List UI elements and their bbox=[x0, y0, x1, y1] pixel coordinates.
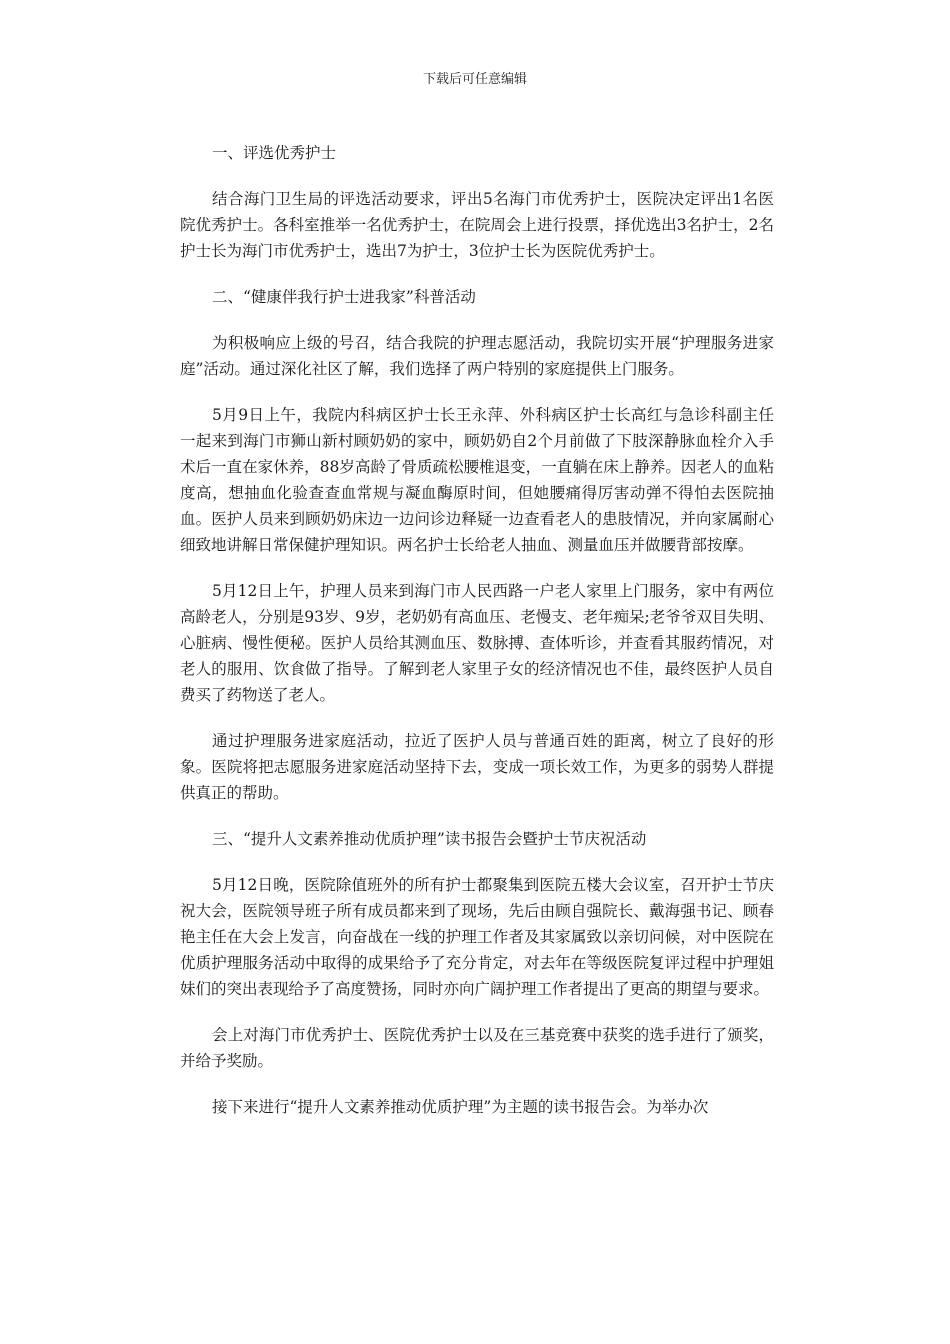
section-3-paragraph-2: 会上对海门市优秀护士、医院优秀护士以及在三基竞赛中获奖的选手进行了颁奖，并给予奖励。 bbox=[180, 1026, 774, 1070]
section-3-paragraph-3: 接下来进行“提升人文素养推动优质护理”为主题的读书报告会。为举办次 bbox=[212, 1098, 709, 1116]
section-3-paragraph-1: 5月12日晚，医院除值班外的所有护士都聚集到医院五楼大会议室，召开护士节庆祝大会，医院领导班子所有成员都来到了现场，先后由顾自强院长、戴海强书记、顾春艳主任在大会上发言，向奋战在一线的护理工作者及其家属致以亲切问候，对中医院在优质护理服务活动中取得的成果给予了充分肯定，对去年在等级医院复评过程中护理姐妹们的突出表现给予了高度赞扬，同时亦向广阔护理工作者提出了更高的期望与要求。 bbox=[180, 876, 774, 998]
section-1-paragraph-1: 结合海门卫生局的评选活动要求，评出5名海门市优秀护士，医院决定评出1名医院优秀护士。各科室推举一名优秀护士，在院周会上进行投票，择优选出3名护士，2名护士长为海门市优秀护士，选出7为护士，3位护士长为医院优秀护士。 bbox=[180, 190, 774, 260]
section-2-paragraph-2: 5月9日上午，我院内科病区护士长王永萍、外科病区护士长高红与急诊科副主任一起来到海门市狮山新村顾奶奶的家中，顾奶奶自2个月前做了下肢深静脉血栓介入手术后一直在家休养，88岁高龄了骨质疏松腰椎退变，一直躺在床上静养。因老人的血粘度高，想抽血化验查查血常规与凝血酶原时间，但她腰痛得厉害动弹不得怕去医院抽血。医护人员来到顾奶奶床边一边问诊边释疑一边查看老人的患肢情况，并向家属耐心细致地讲解日常保健护理知识。两名护士长给老人抽血、测量血压并做腰背部按摩。 bbox=[180, 406, 774, 554]
section-2-paragraph-4: 通过护理服务进家庭活动，拉近了医护人员与普通百姓的距离，树立了良好的形象。医院将把志愿服务进家庭活动坚持下去，变成一项长效工作，为更多的弱势人群提供真正的帮助。 bbox=[180, 732, 774, 802]
header-note: 下载后可任意编辑 bbox=[422, 72, 527, 87]
section-2-paragraph-3: 5月12日上午，护理人员来到海门市人民西路一户老人家里上门服务，家中有两位高龄老人，分别是93岁、9岁，老奶奶有高血压、老慢支、老年痴呆;老爷爷双目失明、心脏病、慢性便秘。医护人员给其测血压、数脉搏、查体听诊，并查看其服药情况，对老人的服用、饮食做了指导。了解到老人家里子女的经济情况也不佳，最终医护人员自费买了药物送了老人。 bbox=[180, 582, 774, 704]
document-body bbox=[180, 140, 774, 1140]
section-1-heading: 一、评选优秀护士 bbox=[212, 144, 337, 162]
section-2-heading: 二、“健康伴我行护士进我家”科普活动 bbox=[212, 288, 476, 306]
section-2-paragraph-1: 为积极响应上级的号召，结合我院的护理志愿活动，我院切实开展“护理服务进家庭”活动。通过深化社区了解，我们选择了两户特别的家庭提供上门服务。 bbox=[180, 334, 774, 378]
section-3-heading: 三、“提升人文素养推动优质护理”读书报告会暨护士节庆祝活动 bbox=[212, 830, 647, 848]
